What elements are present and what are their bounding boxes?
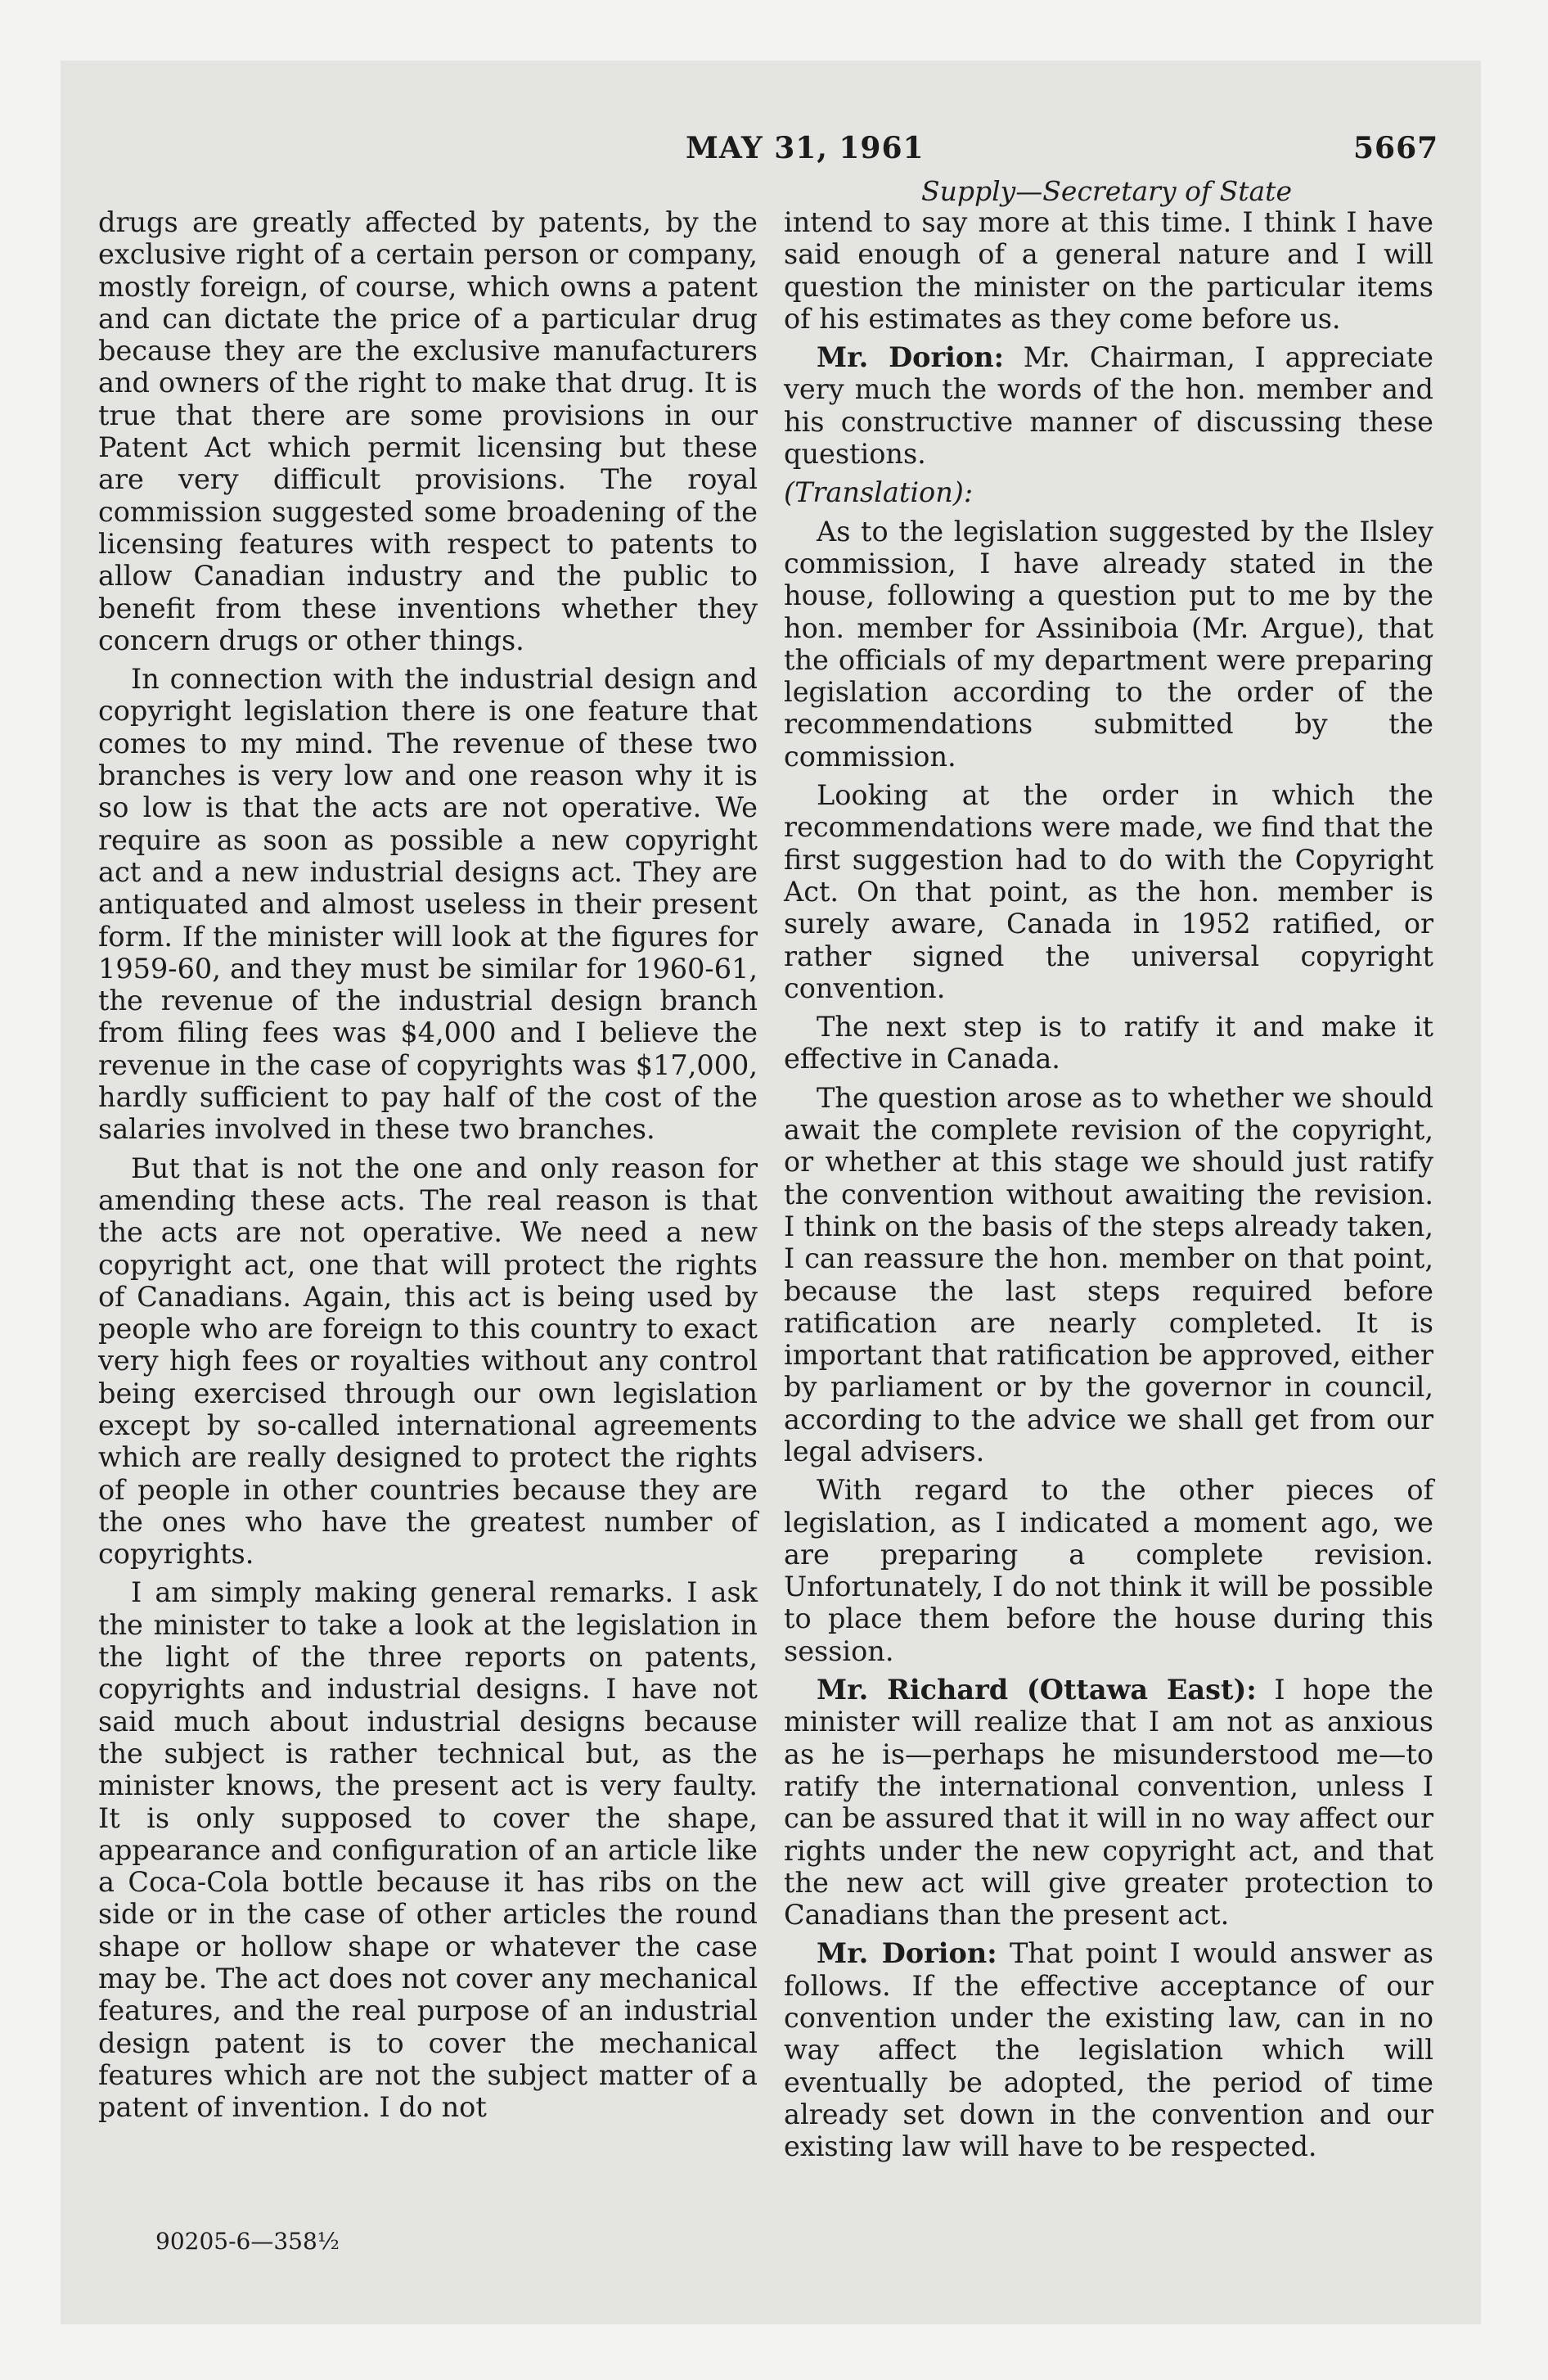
running-head: Supply—Secretary of State [921,175,1292,207]
header-date: MAY 31, 1961 [686,131,925,165]
paragraph: With regard to the other pieces of legislation, as I indicated a moment ago, we are preparing a complete revision. Unfortunately, I do not think it will be possible to place them before the house during this session. [784,1474,1433,1667]
speech-text: I hope the minister will realize that I am not as anxious as he is—perhaps he misunderstood me—to ratify the international convention, unless I can be assured that it will in no way affect our rights under the new copyright act, and that the new act will give greater protection to Canadians than the present act. [784,1674,1433,1931]
speech-paragraph [784,1674,1433,1931]
paragraph: The next step is to ratify it and make it effective in Canada. [784,1011,1433,1075]
speech-paragraph [784,1937,1433,2162]
paragraph: drugs are greatly affected by patents, by the exclusive right of a certain person or company, mostly foreign, of course, which owns a patent and can dictate the price of a particular drug because they are the exclusive manufacturers and owners of the right to make that drug. It is true that there are some provisions in our Patent Act which permit licensing but these are very difficult provisions. The royal commission suggested some broadening of the licensing features with respect to patents to allow Canadian industry and the public to benefit from these inventions whether they concern drugs or other things. [98,206,758,656]
paragraph: In connection with the industrial design and copyright legislation there is one feature that comes to my mind. The revenue of these two branches is very low and one reason why it is so low is that the acts are not operative. We require as soon as possible a new copyright act and a new industrial designs act. They are antiquated and almost useless in their present form. If the minister will look at the figures for 1959-60, and they must be similar for 1960-61, the revenue of the industrial design branch from filing fees was $4,000 and I believe the revenue in the case of copyrights was $17,000, hardly sufficient to pay half of the cost of the salaries involved in these two branches. [98,663,758,1146]
paragraph: The question arose as to whether we should await the complete revision of the copyright, or whether at this stage we should just ratify the convention without awaiting the revision. I think on the basis of the steps already taken, I can reassure the hon. member on that point, because the last steps required before ratification are nearly completed. It is important that ratification be approved, either by parliament or by the governor in council, according to the advice we shall get from our legal advisers. [784,1081,1433,1467]
speech-paragraph [784,341,1433,470]
printer-code: 90205-6—358½ [155,2228,340,2255]
paragraph: intend to say more at this time. I think I have said enough of a general nature and I will question the minister on the particular items of his estimates as they come before us. [784,206,1433,335]
paragraph: As to the legislation suggested by the Ilsley commission, I have already stated in the house, following a question put to me by the hon. member for Assiniboia (Mr. Argue), that the officials of my department were preparing legislation according to the order of the recommendations submitted by the commission. [784,515,1433,773]
right-column [784,206,1433,2163]
speaker-name: Mr. Dorion: [817,341,1004,374]
paragraph: But that is not the one and only reason for amending these acts. The real reason is that the acts are not operative. We need a new copyright act, one that will protect the rights of Canadians. Again, this act is being used by people who are foreign to this country to exact very high fees or royalties without any control being exercised through our own legislation except by so-called international agreements which are really designed to protect the rights of people in other countries because they are the ones who have the greatest number of copyrights. [98,1152,758,1571]
speech-text: Mr. Chairman, I appreciate very much the words of the hon. member and his constructive manner of discussing these questions. [784,341,1434,471]
paragraph: I am simply making general remarks. I ask the minister to take a look at the legislation in the light of the three reports on patents, copyrights and industrial designs. I have not said much about industrial designs because the subject is rather technical but, as the minister knows, the present act is very faulty. It is only supposed to cover the shape, appearance and configuration of an article like a Coca-Cola bottle because it has ribs on the side or in the case of other articles the round shape or hollow shape or whatever the case may be. The act does not cover any mechanical features, and the real purpose of an industrial design patent is to cover the mechanical features which are not the subject matter of a patent of invention. I do not [98,1576,758,2124]
speaker-name: Mr. Dorion: [817,1937,997,1970]
left-column [98,206,758,2124]
page-number: 5667 [1353,131,1439,165]
speech-text: That point I would answer as follows. If the effective acceptance of our convention under the existing law, can in no way affect the legislation which will eventually be adopted, the period of time already set down in the convention and our existing law will have to be respected. [784,1937,1433,2163]
translation-label: (Translation): [784,476,974,509]
speaker-name: Mr. Richard (Ottawa East): [817,1674,1257,1706]
paragraph: Looking at the order in which the recommendations were made, we find that the first suggestion had to do with the Copyright Act. On that point, as the hon. member is surely aware, Canada in 1952 ratified, or rather signed the universal copyright convention. [784,779,1433,1004]
